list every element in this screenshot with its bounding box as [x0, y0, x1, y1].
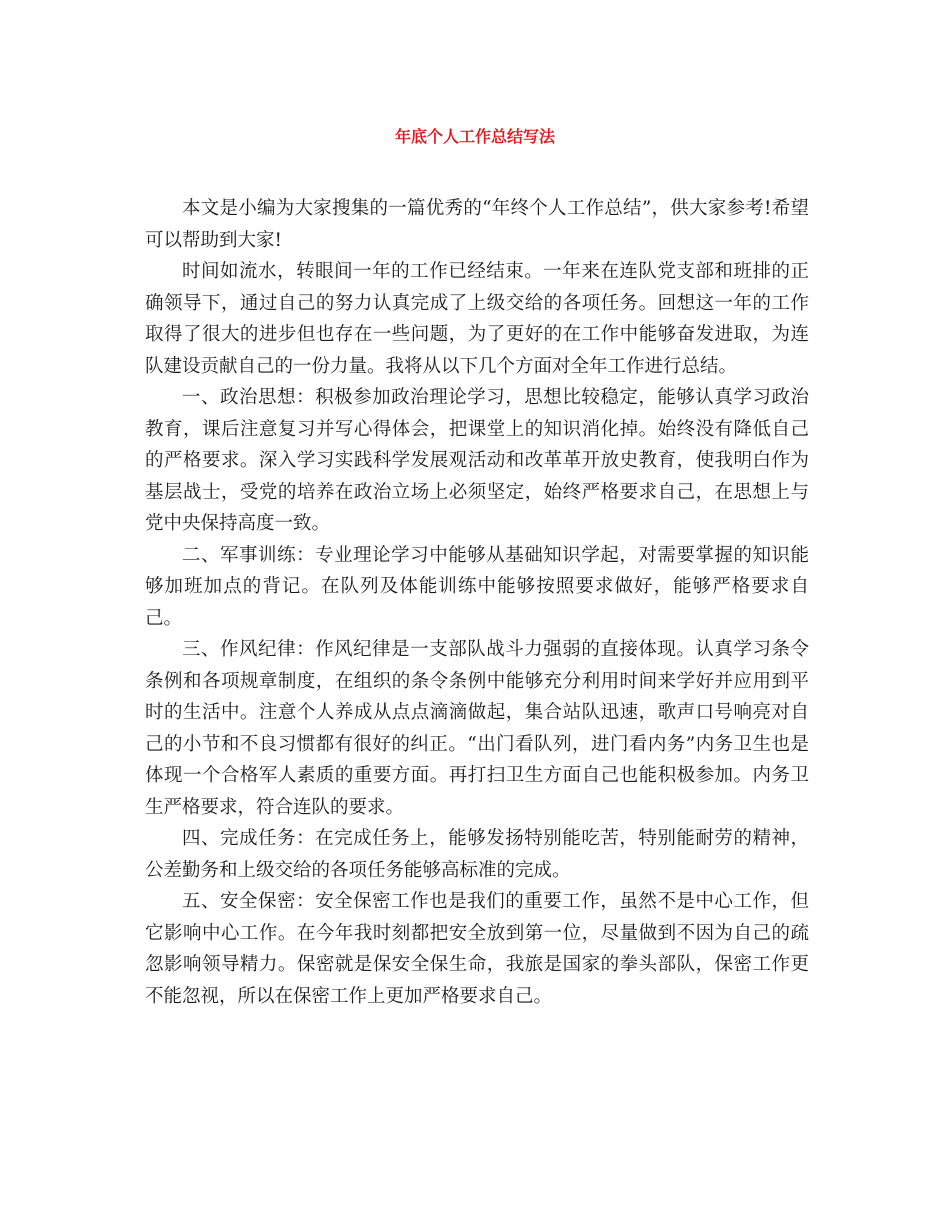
paragraph-military: 二、军事训练：专业理论学习中能够从基础知识学起，对需要掌握的知识能够加班加点的背记。在队列及体能训练中能够按照要求做好，能够严格要求自己。 [145, 544, 809, 629]
paragraph-tasks: 四、完成任务：在完成任务上，能够发扬特别能吃苦，特别能耐劳的精神，公差勤务和上级交给的各项任务能够高标准的完成。 [145, 828, 809, 881]
paragraph-security: 五、安全保密：安全保密工作也是我们的重要工作，虽然不是中心工作，但它影响中心工作。在今年我时刻都把安全放到第一位，尽量做到不因为自己的疏忽影响领导精力。保密就是保安全保生命，我旅是国家的拳头部队，保密工作更不能忽视，所以在保密工作上更加严格要求自己。 [145, 891, 809, 1007]
paragraph-political: 一、政治思想：积极参加政治理论学习，思想比较稳定，能够认真学习政治教育，课后注意复习并写心得体会，把课堂上的知识消化掉。始终没有降低自己的严格要求。深入学习实践科学发展观活动和改革革开放史教育，使我明白作为基层战士，受党的培养在政治立场上必须坚定，始终严格要求自己，在思想上与党中央保持高度一致。 [145, 387, 809, 534]
paragraph-discipline: 三、作风纪律：作风纪律是一支部队战斗力强弱的直接体现。认真学习条令条例和各项规章制度，在组织的条令条例中能够充分利用时间来学好并应用到平时的生活中。注意个人养成从点点滴滴做起，集合站队迅速，歌声口号响亮对自己的小节和不良习惯都有很好的纠正。“出门看队列，进门看内务”内务卫生也是体现一个合格军人素质的重要方面。再打扫卫生方面自己也能积极参加。内务卫生严格要求，符合连队的要求。 [145, 639, 809, 818]
document-title: 年底个人工作总结写法 [394, 127, 555, 146]
paragraph-overview: 时间如流水，转眼间一年的工作已经结束。一年来在连队党支部和班排的正确领导下，通过自己的努力认真完成了上级交给的各项任务。回想这一年的工作取得了很大的进步但也存在一些问题，为了更好的在工作中能够奋发进取，为连队建设贡献自己的一份力量。我将从以下几个方面对全年工作进行总结。 [145, 261, 809, 377]
document-body [145, 193, 809, 1012]
paragraph-intro: 本文是小编为大家搜集的一篇优秀的“年终个人工作总结”，供大家参考!希望可以帮助到大家! [145, 198, 809, 251]
